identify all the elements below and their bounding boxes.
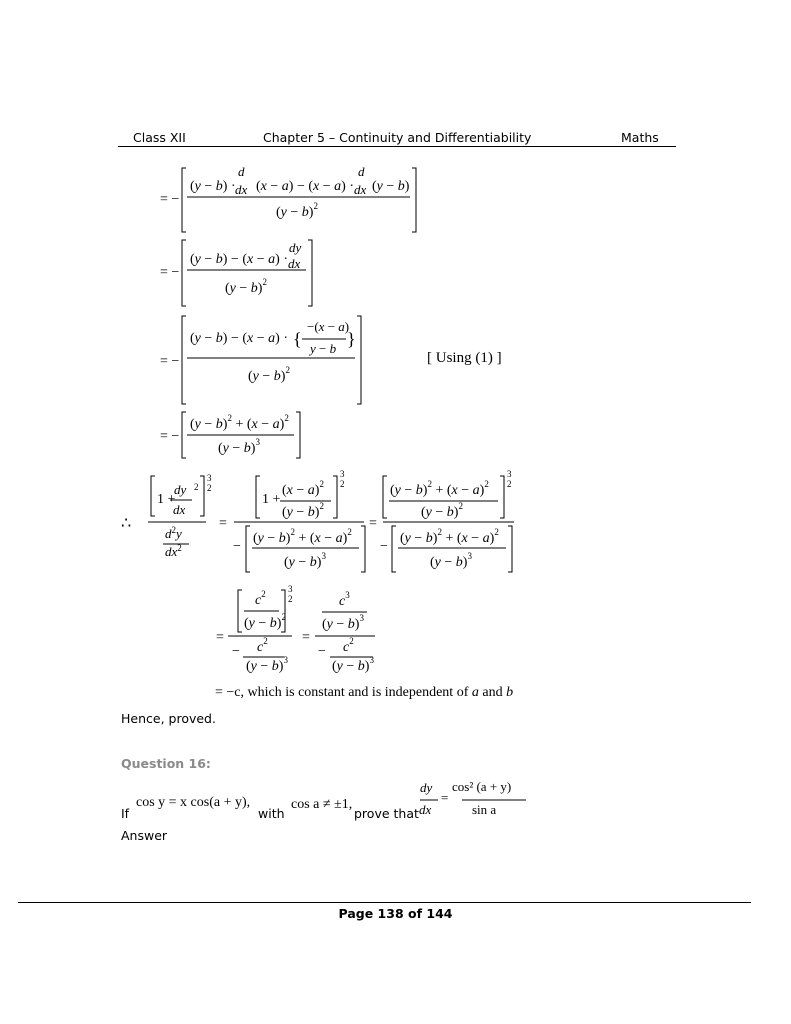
svg-text:(y − b)3: $(y - b)^3$: [218, 437, 260, 456]
svg-text:= −: = −: [160, 429, 180, 444]
svg-text:−: −: [232, 644, 240, 659]
svg-text:2: 2: [288, 594, 293, 604]
svg-text:dx: dx: [235, 182, 248, 197]
svg-text:(y − b)2: $(y - b)^2$: [276, 201, 318, 220]
result-lhs-num: dy: [420, 780, 433, 795]
svg-text:(y − b)3: $(y - b)^3$: [322, 613, 364, 632]
svg-text:y − b: y − b: [310, 341, 337, 356]
svg-text:dy: dy: [289, 240, 302, 255]
svg-text:}: }: [347, 329, 356, 349]
header-chapter: Chapter 5 – Continuity and Differentiability: [263, 130, 532, 145]
svg-text:−: −: [233, 539, 241, 554]
question-if: If: [121, 806, 130, 821]
svg-text:=: =: [219, 516, 227, 531]
result-rhs-den: sin a: [472, 802, 497, 817]
svg-text:(y − b) ·: (y − b) ·: [190, 179, 236, 194]
svg-text:c2: $c^2$: [343, 636, 354, 655]
svg-text:(y − b)3: $(y - b)^3$: [430, 551, 472, 570]
svg-text:d2y: $d^2y$: [165, 525, 182, 541]
svg-text:(y − b) − (x − a) ·: (y − b) − (x − a) ·: [190, 252, 288, 267]
header-subject: Maths: [621, 130, 659, 145]
svg-text:−(x − a): −(x − a): [307, 319, 350, 334]
svg-text:1 +: 1 +: [157, 492, 176, 507]
svg-text:=: =: [302, 630, 310, 645]
svg-text:(y − b)2 + (x − a)2: $(y - b)^2 + (x - a)^2$: [390, 479, 489, 498]
question-prove-that: prove that: [354, 806, 419, 821]
svg-text:2: 2: [207, 483, 212, 493]
svg-text:−: −: [380, 539, 388, 554]
using-note: [ Using (1) ]: [427, 350, 502, 366]
svg-text:c2: $c^2$: [257, 636, 268, 655]
svg-text:(x − a)2: $(x - a)^2$: [282, 479, 324, 498]
svg-text:d: d: [358, 164, 365, 179]
svg-text:2: 2: [194, 482, 199, 492]
svg-text:=: =: [216, 630, 224, 645]
svg-text:(y − b)2 + (x − a)2: $(y - b)^2 + (x - a)^2$: [190, 413, 289, 432]
conclusion-var-a: a: [471, 685, 479, 700]
svg-text:= −: = −: [160, 354, 180, 369]
answer-label: Answer: [121, 828, 168, 843]
header-class: Class XII: [133, 130, 186, 145]
svg-text:= −: = −: [160, 265, 180, 280]
svg-text:=: =: [369, 516, 377, 531]
svg-text:{: {: [293, 329, 302, 349]
svg-text:dx2: $dx^2$: [165, 543, 182, 559]
question-condition: cos a ≠ ±1,: [291, 797, 353, 812]
svg-text:3: 3: [340, 469, 345, 479]
svg-text:= −: = −: [160, 192, 180, 207]
svg-text:1 +: 1 +: [262, 492, 281, 507]
svg-text:−: −: [318, 644, 326, 659]
svg-text:dy: dy: [174, 482, 187, 497]
svg-text:(y − b) − (x − a) ·: (y − b) − (x − a) ·: [190, 331, 288, 346]
svg-text:dx: dx: [173, 502, 186, 517]
question-equation: cos y = x cos(a + y),: [136, 795, 251, 810]
conclusion-and: and: [482, 685, 503, 700]
conclusion-prefix: = −c,: [215, 685, 245, 700]
svg-text:(y − b): (y − b): [372, 179, 410, 194]
svg-text:(y − b)3: $(y - b)^3$: [332, 655, 374, 674]
svg-text:(y − b)2 + (x − a)2: $(y - b)^2 + (x - a)^2$: [253, 527, 352, 546]
page-number: Page 138 of 144: [338, 906, 453, 921]
svg-text:dx: dx: [288, 256, 301, 271]
svg-text:3: 3: [207, 473, 212, 483]
result-lhs-den: dx: [419, 802, 432, 817]
svg-text:(y − b)2: $(y - b)^2$: [244, 612, 286, 631]
svg-text:(y − b)3: $(y - b)^3$: [284, 551, 326, 570]
conclusion-text: which is constant and is independent of: [247, 685, 469, 700]
result-equals: =: [441, 790, 449, 805]
svg-text:(y − b)2 + (x − a)2: $(y - b)^2 + (x - a)^2$: [400, 527, 499, 546]
svg-text:2: 2: [507, 479, 512, 489]
hence-proved: Hence, proved.: [121, 711, 216, 726]
svg-text:d: d: [238, 164, 245, 179]
svg-text:c2: $c^2$: [255, 589, 266, 608]
svg-text:∴: ∴: [121, 515, 132, 532]
svg-text:(x − a) − (x − a) ·: (x − a) − (x − a) ·: [256, 179, 354, 194]
svg-text:dx: dx: [354, 182, 367, 197]
question-with: with: [258, 806, 285, 821]
svg-text:(y − b)3: $(y - b)^3$: [246, 655, 288, 674]
question-label: Question 16:: [121, 756, 211, 771]
conclusion-var-b: b: [506, 685, 514, 700]
svg-text:2: 2: [340, 479, 345, 489]
svg-text:c3: $c^3$: [339, 590, 350, 609]
svg-text:(y − b)2: $(y - b)^2$: [225, 277, 267, 296]
result-rhs-num: cos² (a + y): [452, 779, 512, 794]
svg-text:(y − b)2: $(y - b)^2$: [421, 501, 463, 520]
svg-text:3: 3: [507, 469, 512, 479]
footer-rule: [18, 902, 751, 903]
conclusion-line: [215, 685, 513, 701]
svg-text:(y − b)2: $(y - b)^2$: [248, 365, 290, 384]
svg-text:(y − b)2: $(y - b)^2$: [282, 501, 324, 520]
svg-text:3: 3: [288, 584, 293, 594]
